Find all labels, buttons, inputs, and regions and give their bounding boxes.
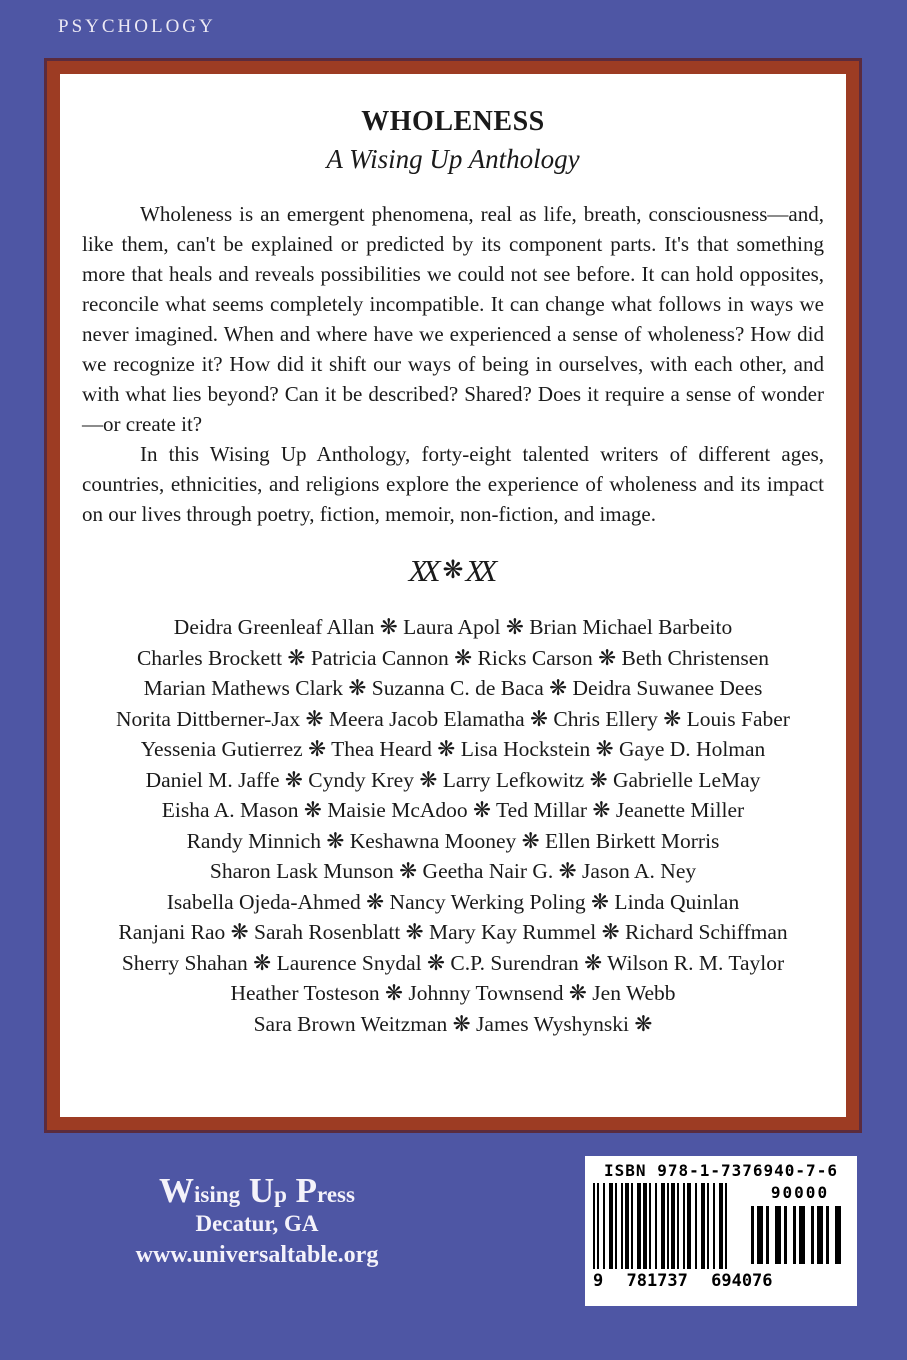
barcode-bars-row <box>593 1183 849 1269</box>
publisher-city: Decatur, GA <box>195 1211 319 1236</box>
decorative-frame <box>44 58 862 1133</box>
barcode-addon-bars <box>751 1206 849 1264</box>
contributor-line: Daniel M. Jaffe ❋ Cyndy Krey ❋ Larry Lefkowitz ❋ Gabrielle LeMay <box>145 767 761 792</box>
contributor-line: Isabella Ojeda-Ahmed ❋ Nancy Werking Poling ❋ Linda Quinlan <box>166 889 740 914</box>
contributor-line: Marian Mathews Clark ❋ Suzanna C. de Baca ❋ Deidra Suwanee Dees <box>143 676 763 700</box>
contributor-line: Ranjani Rao ❋ Sarah Rosenblatt ❋ Mary Kay Rummel ❋ Richard Schiffman <box>118 920 788 944</box>
publisher-name-initial: U <box>240 1171 275 1210</box>
publisher-block <box>62 1171 452 1269</box>
book-subtitle: A Wising Up Anthology <box>326 144 580 174</box>
description-paragraph-2: In this Wising Up Anthology, forty-eight talented writers of different ages, countries, ethnicities, and religions explore the experience of wholeness and its impact on our lives through poetry, fiction, memoir, non-fiction, and image. <box>82 442 824 526</box>
barcode-block <box>585 1156 857 1306</box>
contributor-line: Sara Brown Weitzman ❋ James Wyshynski ❋ <box>253 1011 653 1036</box>
publisher-name-rest: ising <box>194 1182 241 1207</box>
contributor-line: Norita Dittberner-Jax ❋ Meera Jacob Elamatha ❋ Chris Ellery ❋ Louis Faber <box>116 706 790 731</box>
publisher-name-rest: ress <box>317 1182 355 1207</box>
contributor-list <box>82 612 824 1039</box>
isbn-label: ISBN 978-1-7376940-7-6 <box>604 1161 838 1180</box>
barcode-main-bars <box>593 1183 745 1269</box>
publisher-website: www.universaltable.org <box>135 1242 379 1268</box>
publisher-name <box>62 1171 452 1210</box>
contributor-line: Charles Brockett ❋ Patricia Cannon ❋ Ricks Carson ❋ Beth Christensen <box>136 645 770 670</box>
barcode-number-line: 9 781737 694076 <box>593 1271 773 1291</box>
barcode-bar <box>725 1183 727 1269</box>
category-label: PSYCHOLOGY <box>58 16 216 37</box>
publisher-name-initial: W <box>159 1171 195 1210</box>
flower-icon: ❋ <box>442 555 464 584</box>
book-title: WHOLENESS <box>361 106 545 137</box>
contributor-line: Eisha A. Mason ❋ Maisie McAdoo ❋ Ted Millar ❋ Jeanette Miller <box>161 798 745 822</box>
price-code: 90000 <box>770 1183 830 1202</box>
ornament-divider <box>82 553 824 588</box>
barcode-bar <box>835 1206 841 1264</box>
ornament-right: XX <box>465 553 492 588</box>
contributor-line: Sherry Shahan ❋ Laurence Snydal ❋ C.P. Surendran ❋ Wilson R. M. Taylor <box>121 950 785 975</box>
publisher-name-initial: P <box>286 1171 318 1210</box>
contributor-line: Sharon Lask Munson ❋ Geetha Nair G. ❋ Jason A. Ney <box>209 859 697 883</box>
description <box>82 199 824 529</box>
barcode-addon-column <box>751 1183 849 1269</box>
publisher-name-rest: p <box>274 1182 287 1207</box>
ornament-left: XX <box>408 553 435 588</box>
contributor-line: Yessenia Gutierrez ❋ Thea Heard ❋ Lisa Hockstein ❋ Gaye D. Holman <box>140 737 766 761</box>
description-paragraph-1: Wholeness is an emergent phenomena, real as life, breath, consciousness—and, like them, can't be explained or predicted by its component parts. It's that something more that heals and reveals possibilities we could not see before. It can hold opposites, reconcile what seems completely incompatible. It can change what follows in ways we never imagined. When and where have we experienced a sense of wholeness? How did we recognize it? How did it shift our ways of being in ourselves, with each other, and with what lies beyond? Can it be described? Shared? Does it require a sense of wonder—or create it? <box>82 202 824 436</box>
contributor-line: Deidra Greenleaf Allan ❋ Laura Apol ❋ Brian Michael Barbeito <box>173 615 733 639</box>
contributor-line: Heather Tosteson ❋ Johnny Townsend ❋ Jen Webb <box>230 981 676 1005</box>
text-panel <box>60 74 846 1117</box>
contributor-line: Randy Minnich ❋ Keshawna Mooney ❋ Ellen Birkett Morris <box>186 828 720 853</box>
